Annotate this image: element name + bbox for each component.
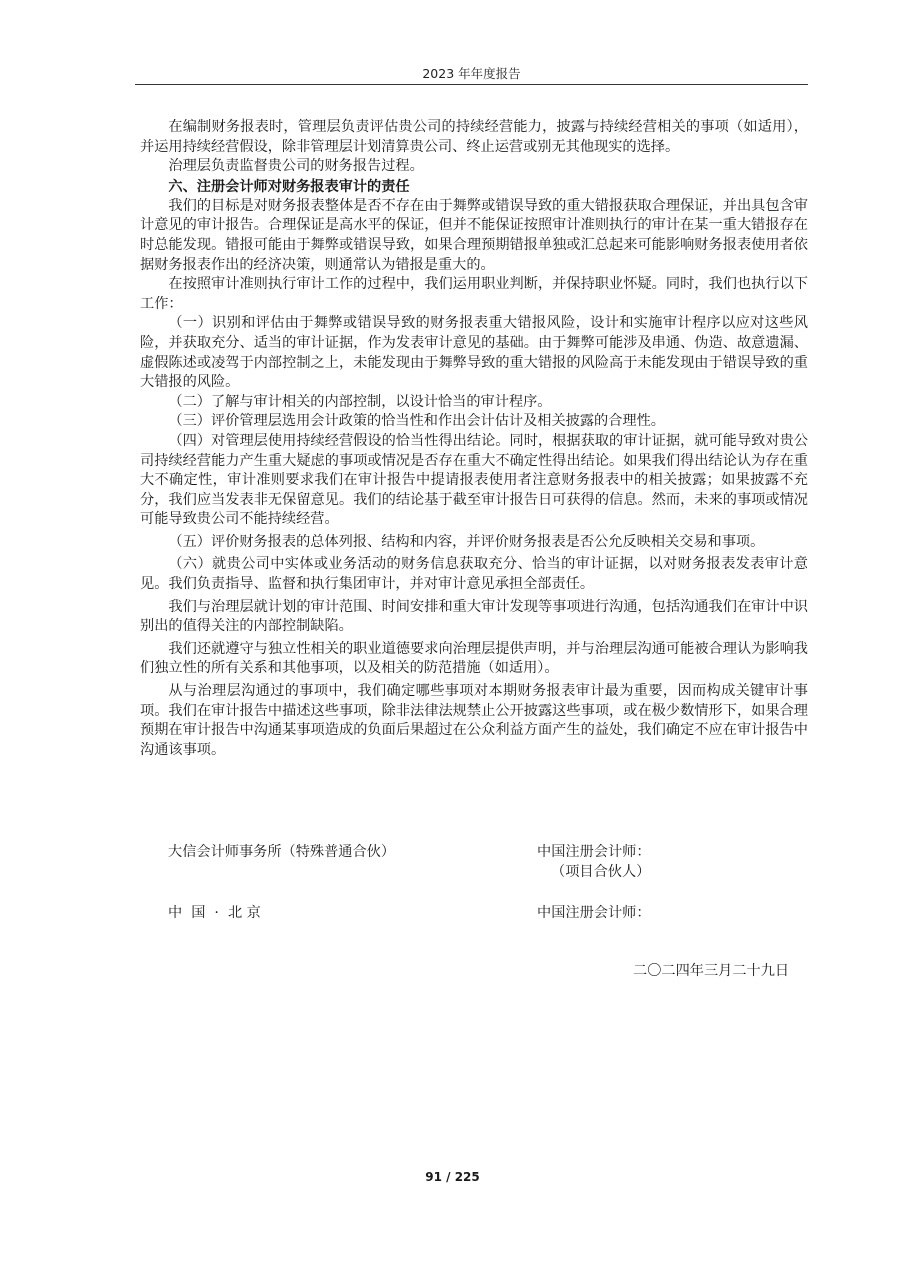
- audit-firm-name: 大信会计师事务所（特殊普通合伙）: [168, 844, 396, 860]
- cpa-signature-label-2: 中国注册会计师：: [537, 905, 651, 921]
- section-heading-auditor-responsibility: 六、注册会计师对财务报表审计的责任: [168, 178, 410, 195]
- paragraph-going-concern: 在编制财务报表时，管理层负责评估贵公司的持续经营能力，披露与持续经营相关的事项（如适用），并运用持续经营假设，除非管理层计划清算贵公司、终止运营或别无其他现实的选择。: [140, 119, 808, 155]
- report-body: [140, 118, 808, 760]
- cpa-role-label: （项目合伙人）: [551, 864, 651, 880]
- paragraph-governance: 治理层负责监督贵公司的财务报告过程。: [168, 158, 424, 175]
- paragraph-item-1: （一）识别和评估由于舞弊或错误导致的财务报表重大错报风险，设计和实施审计程序以应对这些风险，并获取充分、适当的审计证据，作为发表审计意见的基础。由于舞弊可能涉及串通、伪造、故意遗漏、虚假陈述或凌驾于内部控制之上，未能发现由于舞弊导致的重大错报的风险高于未能发现由于错误导致的重大错报的风险。: [140, 315, 808, 391]
- header-divider: [135, 84, 808, 85]
- paragraph-item-4: （四）对管理层使用持续经营假设的恰当性得出结论。同时，根据获取的审计证据，就可能导致对贵公司持续经营能力产生重大疑虑的事项或情况是否存在重大不确定性得出结论。如果我们得出结论认为存在重大不确定性，审计准则要求我们在审计报告中提请报表使用者注意财务报表中的相关披露；如果披露不充分，我们应当发表非无保留意见。我们的结论基于截至审计报告日可获得的信息。然而，未来的事项或情况可能导致贵公司不能持续经营。: [140, 432, 808, 528]
- firm-location: 中 国 · 北 京: [168, 905, 261, 921]
- cpa-signature-label-1: 中国注册会计师：: [537, 844, 651, 860]
- paragraph-independence: 我们还就遵守与独立性相关的职业道德要求向治理层提供声明，并与治理层沟通可能被合理认为影响我们独立性的所有关系和其他事项，以及相关的防范措施（如适用）。: [140, 640, 808, 677]
- report-date: 二〇二四年三月二十九日: [633, 963, 790, 979]
- paragraph-communication: 我们与治理层就计划的审计范围、时间安排和重大审计发现等事项进行沟通，包括沟通我们在审计中识别出的值得关注的内部控制缺陷。: [140, 598, 808, 635]
- paragraph-objective: 我们的目标是对财务报表整体是否不存在由于舞弊或错误导致的重大错报获取合理保证，并出具包含审计意见的审计报告。合理保证是高水平的保证，但并不能保证按照审计准则执行的审计在某一重大错报存在时总能发现。错报可能由于舞弊或错误导致，如果合理预期错报单独或汇总起来可能影响财务报表使用者依据财务报表作出的经济决策，则通常认为错报是重大的。: [140, 197, 808, 273]
- paragraph-item-3: （三）评价管理层选用会计政策的恰当性和作出会计估计及相关披露的合理性。: [168, 413, 665, 430]
- page-number: 91 / 225: [425, 1170, 480, 1184]
- paragraph-item-6: （六）就贵公司中实体或业务活动的财务信息获取充分、恰当的审计证据，以对财务报表发表审计意见。我们负责指导、监督和执行集团审计，并对审计意见承担全部责任。: [140, 556, 808, 593]
- paragraph-item-5: （五）评价财务报表的总体列报、结构和内容，并评价财务报表是否公允反映相关交易和事项。: [168, 533, 765, 550]
- paragraph-item-2: （二）了解与审计相关的内部控制，以设计恰当的审计程序。: [168, 393, 552, 410]
- paragraph-key-audit-matters: 从与治理层沟通过的事项中，我们确定哪些事项对本期财务报表审计最为重要，因而构成关键审计事项。我们在审计报告中描述这些事项，除非法律法规禁止公开披露这些事项，或在极少数情形下，如果合理预期在审计报告中沟通某事项造成的负面后果超过在公众利益方面产生的益处，我们确定不应在审计报告中沟通该事项。: [140, 683, 808, 758]
- page-header-title: 2023 年年度报告: [422, 66, 521, 81]
- paragraph-professional-judgment: 在按照审计准则执行审计工作的过程中，我们运用职业判断，并保持职业怀疑。同时，我们也执行以下工作：: [140, 276, 808, 312]
